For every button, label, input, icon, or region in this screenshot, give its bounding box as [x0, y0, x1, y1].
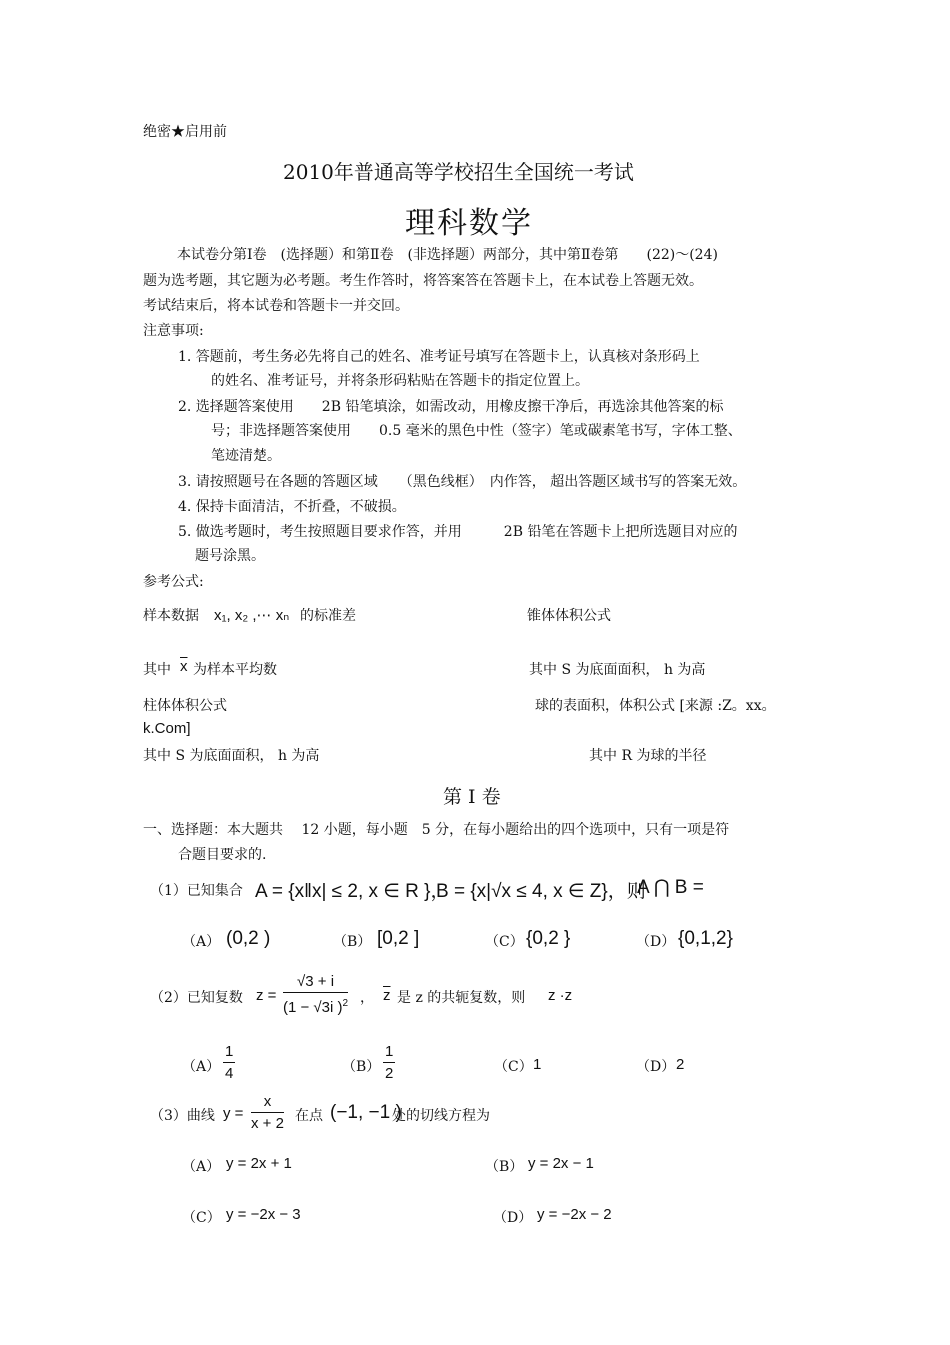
formula-heading: 参考公式: [143, 574, 204, 590]
sample-suffix: 的标准差 [300, 608, 356, 624]
section-line-1: 一、选择题：本大题共 12 小题，每小题 5 分，在每小题给出的四个选项中，只有一项是符 [143, 822, 730, 838]
q3-option-d-value: y = −2x − 2 [537, 1206, 612, 1223]
intro-line-2: 题为选考题，其它题为必考题。考生作答时，将答案答在答题卡上，在本试卷上答题无效。 [143, 273, 703, 289]
q2-conjugate-text: 是 z 的共轭复数，则 [397, 990, 526, 1006]
q3-point: (−1, −1 ) [330, 1102, 402, 1123]
q3-point-prefix: 在点 [295, 1108, 323, 1124]
notes-heading: 注意事项: [143, 323, 204, 339]
q2-option-a-label: （A） [182, 1059, 221, 1075]
q1-option-d-value: {0,1,2} [678, 928, 733, 949]
note-2-line-1: 2. 选择题答案使用 2B 铅笔填涂，如需改动，用橡皮擦干净后，再选涂其他答案的标 [178, 399, 724, 415]
q2-option-a-value [223, 1042, 235, 1085]
note-1-line-2: 的姓名、准考证号，并将条形码粘贴在答题卡的指定位置上。 [211, 373, 589, 389]
q2-option-d-label: （D） [636, 1059, 676, 1075]
q1-option-c-label: （C） [485, 934, 524, 950]
q2-denominator: (1 − √3i ) [283, 999, 343, 1016]
intro-line-1: 本试卷分第Ⅰ卷 (选择题）和第Ⅱ卷 (非选择题）两部分，其中第Ⅱ卷第 (22)～(24) [177, 247, 718, 263]
q3-stem: （3）曲线 [150, 1108, 215, 1124]
q3-tail: 处的切线方程为 [392, 1108, 490, 1124]
cone-formula-label: 锥体体积公式 [527, 608, 611, 624]
sample-data-label: 样本数据 [143, 608, 199, 624]
note-3-line-1: 3. 请按照题号在各题的答题区域 （黑色线框） 内作答， 超出答题区域书写的答案无效。 [178, 474, 747, 490]
note-4-line-1: 4. 保持卡面清洁，不折叠，不破损。 [178, 499, 406, 515]
mean-prefix: 其中 [143, 662, 171, 678]
q2-option-c-label: （C） [494, 1059, 533, 1075]
q1-option-d-label: （D） [636, 934, 676, 950]
q1-intersection: A ⋂ B = [637, 877, 704, 898]
q2-option-d-value: 2 [676, 1056, 685, 1073]
part-1-title: 第 Ⅰ 卷 [443, 786, 501, 808]
q3-option-c-label: （C） [182, 1210, 221, 1226]
prism-note: 其中 S 为底面面积， h 为高 [143, 748, 320, 764]
q2-fraction [283, 972, 348, 1019]
q2-denominator-exponent: 2 [342, 998, 349, 1009]
q3-fraction [251, 1092, 284, 1135]
q3-option-d-label: （D） [493, 1210, 533, 1226]
q3-option-a-label: （A） [182, 1159, 221, 1175]
q3-y-eq: y = [223, 1105, 244, 1122]
q1-set-a: A = {x‖x| ≤ 2, x ∈ R }， [255, 881, 450, 902]
q3-option-a-value: y = 2x + 1 [226, 1155, 292, 1172]
q2-numerator: √3 + i [283, 972, 348, 993]
sample-vars: x₁, x₂ ,⋯ xₙ [214, 607, 290, 624]
exam-title: 2010年普通高等学校招生全国统一考试 [283, 160, 634, 184]
q2-z-eq: z = [256, 987, 277, 1004]
q1-option-a-value: (0,2 ) [226, 928, 271, 949]
q2-product: z ·z [548, 987, 573, 1004]
q1-option-b-label: （B） [333, 934, 372, 950]
q3-option-b-label: （B） [485, 1159, 524, 1175]
q1-set-b: B = {x|√x ≤ 4, x ∈ Z}，则 [436, 881, 646, 902]
q2-option-b-den: 2 [385, 1065, 394, 1082]
q1-option-a-label: （A） [182, 934, 221, 950]
note-2-line-2: 号；非选择题答案使用 0.5 毫米的黑色中性（签字）笔或碳素笔书写，字体工整、 [211, 423, 742, 439]
q1-stem: （1）已知集合 [150, 883, 243, 899]
subject-title: 理科数学 [405, 206, 533, 241]
note-5-line-2: 题号涂黑。 [195, 548, 265, 564]
source-tail: k.Com] [143, 720, 191, 737]
cone-note: 其中 S 为底面面积， h 为高 [529, 662, 706, 678]
mean-suffix: 为样本平均数 [193, 662, 277, 678]
q2-option-c-value: 1 [533, 1056, 542, 1073]
q2-option-b-value [383, 1042, 395, 1085]
q3-denominator: x + 2 [251, 1115, 284, 1132]
q3-option-b-value: y = 2x − 1 [528, 1155, 594, 1172]
q3-numerator: x [251, 1092, 284, 1113]
mean-variable: $\overline{x}$ [180, 658, 188, 675]
q2-comma: ， [360, 990, 374, 1006]
note-2-line-3: 笔迹清楚。 [211, 448, 281, 464]
note-1-line-1: 1. 答题前，考生务必先将自己的姓名、准考证号填写在答题卡上，认真核对条形码上 [178, 349, 700, 365]
q2-option-b-label: （B） [342, 1059, 381, 1075]
q3-option-c-value: y = −2x − 3 [226, 1206, 301, 1223]
q1-option-b-value: [0,2 ] [377, 928, 420, 949]
q2-option-a-den: 4 [225, 1065, 234, 1082]
sphere-formula-label: 球的表面积，体积公式 [来源 :Z。xx。 [535, 698, 776, 714]
q2-zbar: $\overline{z}$ [383, 987, 391, 1004]
prism-formula-label: 柱体体积公式 [143, 698, 227, 714]
secret-label: 绝密★启用前 [143, 124, 227, 140]
q2-option-b-num: 1 [383, 1042, 395, 1063]
q2-stem: （2）已知复数 [150, 990, 243, 1006]
sphere-note: 其中 R 为球的半径 [589, 748, 707, 764]
intro-line-3: 考试结束后，将本试卷和答题卡一并交回。 [143, 298, 409, 314]
q1-option-c-value: {0,2 } [526, 928, 571, 949]
section-line-2: 合题目要求的. [178, 847, 267, 863]
note-5-line-1: 5. 做选考题时，考生按照题目要求作答，并用 2B 铅笔在答题卡上把所选题目对应的 [178, 524, 738, 540]
q2-option-a-num: 1 [223, 1042, 235, 1063]
